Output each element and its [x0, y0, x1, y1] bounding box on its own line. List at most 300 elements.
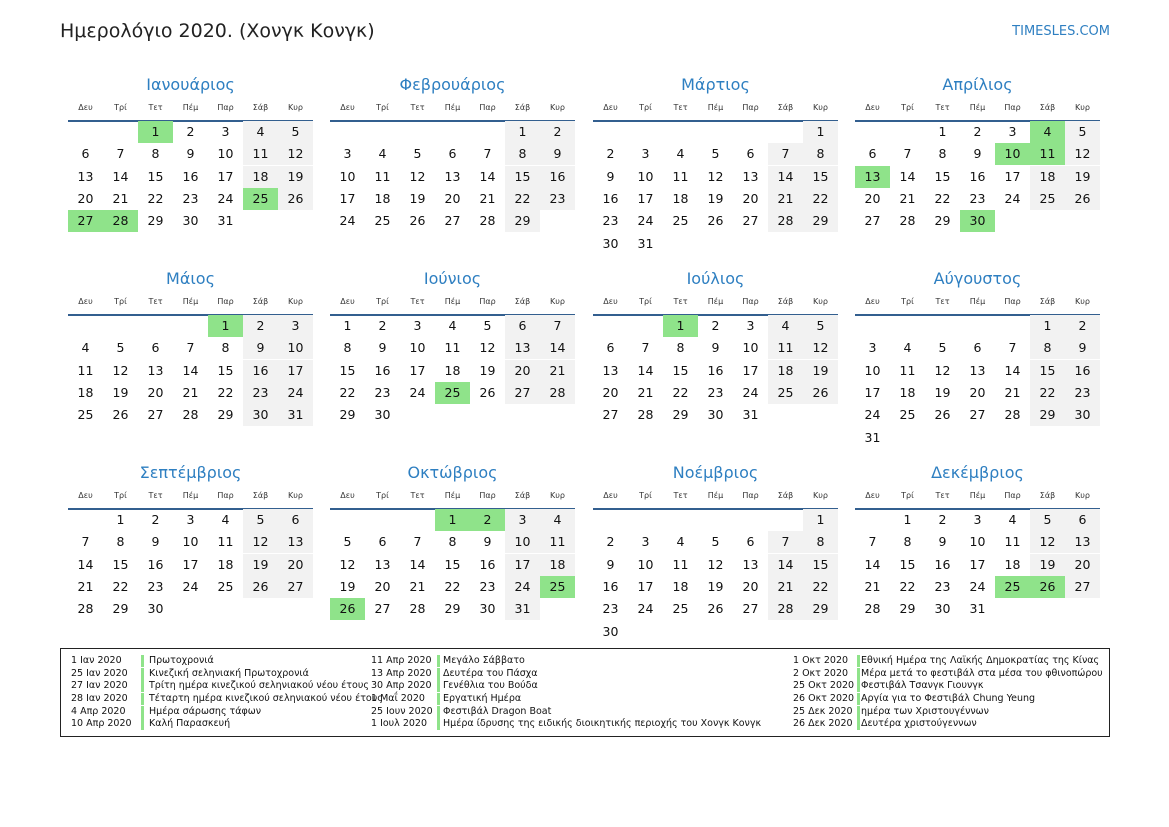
holiday-name: Πρωτοχρονιά	[149, 655, 214, 666]
day-cell: 16	[540, 166, 575, 188]
day-cell: 17	[505, 554, 540, 576]
day-cell: 23	[1065, 382, 1100, 404]
holiday-marker	[141, 693, 144, 705]
day-cell: 27	[278, 576, 313, 598]
day-cell: 3	[413, 318, 422, 333]
weekday-header	[68, 297, 313, 311]
day-cell: 11	[77, 362, 94, 378]
day-cell: 14	[768, 166, 803, 188]
holiday-name: Γενέθλια του Βούδα	[443, 680, 538, 692]
weekday-label: Σάβ	[1039, 297, 1056, 306]
day-cell: 17	[864, 384, 881, 400]
day-cell: 24	[637, 601, 654, 617]
weekday-label: Παρ	[217, 491, 234, 500]
weekday-label: Δευ	[865, 491, 880, 500]
weekday-label: Σάβ	[252, 297, 269, 306]
day-cell: 27	[505, 382, 540, 404]
day-cell: 29	[505, 210, 540, 232]
day-cell: 29	[444, 601, 461, 617]
month-name: Ιανουάριος	[146, 75, 235, 94]
weekday-header	[68, 491, 313, 505]
day-cell: 22	[899, 578, 916, 594]
holiday-name: Δευτέρα χριστούγεννων	[861, 718, 977, 730]
month-name: Νοέμβριος	[672, 463, 759, 482]
month-name: Φεβρουάριος	[399, 75, 506, 94]
day-cell: 9	[540, 143, 575, 165]
day-cell: 6	[81, 146, 90, 162]
day-cell: 4	[448, 318, 457, 333]
weekday-header	[593, 103, 838, 117]
day-cell: 8	[448, 534, 457, 550]
month-name: Οκτώβριος	[407, 463, 498, 482]
day-cell: 29	[672, 407, 689, 423]
day-cell: 12	[1030, 531, 1065, 553]
day-cell: 18	[243, 166, 278, 188]
day-cell: 18	[672, 578, 689, 594]
weekday-label: Πέμ	[182, 297, 199, 306]
day-cell: 17	[409, 362, 426, 378]
holiday-marker	[857, 718, 860, 730]
day-cell: 10	[742, 340, 759, 356]
day-cell: 23	[540, 188, 575, 210]
weekday-label: Τετ	[148, 297, 163, 306]
day-cell: 7	[186, 340, 195, 356]
day-cell: 7	[768, 143, 803, 165]
month-name: Μάρτιος	[681, 75, 750, 94]
weekday-label: Παρ	[742, 103, 759, 112]
day-cell: 3	[278, 315, 313, 337]
weekday-label: Πέμ	[969, 297, 986, 306]
weekday-label: Παρ	[479, 103, 496, 112]
weekday-label: Σάβ	[1039, 491, 1056, 500]
day-cell: 22	[672, 384, 689, 400]
holiday-date: 25 Δεκ 2020	[793, 705, 853, 717]
weekday-label: Τετ	[935, 491, 950, 500]
day-cell: 1	[116, 512, 125, 527]
weekday-label: Τρί	[901, 491, 914, 500]
day-cell: 4	[676, 534, 685, 550]
day-cell: 23	[707, 384, 724, 400]
holiday-day-cell: 25	[540, 576, 575, 598]
day-cell: 16	[1065, 360, 1100, 382]
weekday-label: Παρ	[1004, 297, 1021, 306]
day-cell: 12	[339, 556, 356, 572]
day-cell: 11	[217, 534, 234, 550]
day-cell: 30	[243, 404, 278, 426]
day-cell: 9	[186, 146, 195, 162]
day-cell: 6	[746, 534, 755, 550]
weekday-label: Πέμ	[444, 491, 461, 500]
day-cell: 20	[147, 384, 164, 400]
weekday-label: Πέμ	[707, 103, 724, 112]
day-cell: 10	[637, 556, 654, 572]
day-cell: 18	[768, 360, 803, 382]
day-cell: 24	[742, 384, 759, 400]
day-cell: 7	[540, 315, 575, 337]
weekday-label: Παρ	[1004, 491, 1021, 500]
weekday-label: Σάβ	[514, 297, 531, 306]
day-cell: 2	[711, 318, 720, 333]
day-cell: 13	[969, 362, 986, 378]
day-cell: 9	[606, 556, 615, 572]
holiday-day-cell: 26	[330, 598, 365, 620]
day-cell: 19	[1065, 166, 1100, 188]
day-cell: 26	[707, 213, 724, 229]
weekday-label: Σάβ	[1039, 103, 1056, 112]
holiday-date: 1 Μαΐ 2020	[371, 693, 425, 705]
day-cell: 20	[1065, 554, 1100, 576]
weekday-label: Τρί	[901, 297, 914, 306]
weekday-label: Κυρ	[550, 103, 565, 112]
day-cell: 31	[637, 235, 654, 251]
day-cell: 19	[479, 362, 496, 378]
day-cell: 12	[243, 531, 278, 553]
holiday-marker	[857, 680, 860, 692]
day-cell: 9	[378, 340, 387, 356]
day-cell: 8	[1030, 337, 1065, 359]
day-cell: 31	[969, 601, 986, 617]
month-name: Σεπτέμβριος	[139, 463, 242, 482]
holiday-date: 25 Ιουν 2020	[371, 705, 433, 717]
day-cell: 16	[707, 362, 724, 378]
day-cell: 31	[505, 598, 540, 620]
day-cell: 14	[182, 362, 199, 378]
day-cell: 9	[151, 534, 160, 550]
weekday-label: Δευ	[78, 103, 93, 112]
day-cell: 22	[803, 576, 838, 598]
day-cell: 11	[374, 168, 391, 184]
day-cell: 4	[676, 146, 685, 162]
holiday-name: Φεστιβάλ Τσανγκ Γιουνγκ	[861, 680, 984, 692]
weekday-label: Σάβ	[777, 103, 794, 112]
day-cell: 2	[243, 315, 278, 337]
day-cell: 7	[116, 146, 125, 162]
day-cell: 2	[151, 512, 160, 527]
day-cell: 17	[637, 190, 654, 206]
day-cell: 27	[147, 407, 164, 423]
day-cell: 10	[864, 362, 881, 378]
holiday-marker	[857, 693, 860, 705]
weekday-label: Δευ	[603, 297, 618, 306]
day-cell: 3	[343, 146, 352, 162]
day-cell: 24	[505, 576, 540, 598]
day-cell: 19	[1030, 554, 1065, 576]
day-cell: 29	[934, 213, 951, 229]
day-cell: 21	[182, 384, 199, 400]
holiday-date: 30 Απρ 2020	[371, 680, 432, 692]
day-cell: 3	[221, 124, 230, 139]
day-cell: 24	[182, 578, 199, 594]
holiday-day-cell: 4	[1030, 121, 1065, 143]
weekday-label: Κυρ	[813, 297, 828, 306]
day-cell: 11	[768, 337, 803, 359]
day-cell: 21	[768, 576, 803, 598]
day-cell: 18	[217, 556, 234, 572]
day-cell: 15	[672, 362, 689, 378]
day-cell: 4	[1008, 512, 1017, 527]
month-divider	[593, 120, 838, 122]
day-cell: 27	[969, 407, 986, 423]
day-cell: 5	[483, 318, 492, 333]
weekday-label: Παρ	[1004, 103, 1021, 112]
day-cell: 16	[243, 360, 278, 382]
day-cell: 14	[864, 556, 881, 572]
day-cell: 18	[672, 190, 689, 206]
day-cell: 28	[479, 213, 496, 229]
day-cell: 18	[540, 554, 575, 576]
weekday-label: Τρί	[114, 491, 127, 500]
day-cell: 19	[707, 578, 724, 594]
holiday-name: Φεστιβάλ Dragon Boat	[443, 705, 552, 717]
holiday-name: Ημέρα ίδρυσης της ειδικής διοικητικής περιοχής του Χονγκ Κονγκ	[443, 718, 762, 730]
weekday-header	[855, 103, 1100, 117]
day-cell: 18	[444, 362, 461, 378]
day-cell: 25	[672, 601, 689, 617]
day-cell: 31	[742, 407, 759, 423]
day-cell: 22	[444, 578, 461, 594]
day-cell: 25	[672, 213, 689, 229]
weekday-label: Τρί	[376, 491, 389, 500]
weekday-label: Παρ	[217, 297, 234, 306]
holiday-marker	[437, 655, 440, 667]
weekday-label: Τετ	[935, 297, 950, 306]
weekday-label: Τετ	[673, 491, 688, 500]
day-cell: 8	[151, 146, 160, 162]
weekday-label: Τετ	[410, 103, 425, 112]
day-cell: 2	[606, 534, 615, 550]
weekday-header	[330, 297, 575, 311]
holiday-day-cell: 2	[470, 509, 505, 531]
day-cell: 2	[186, 124, 195, 139]
day-cell: 22	[803, 188, 838, 210]
day-cell: 5	[278, 121, 313, 143]
day-cell: 20	[278, 554, 313, 576]
month-name: Μάιος	[166, 269, 215, 288]
day-cell: 19	[409, 190, 426, 206]
day-cell: 14	[409, 556, 426, 572]
day-cell: 21	[864, 578, 881, 594]
day-cell: 17	[217, 168, 234, 184]
day-cell: 27	[444, 213, 461, 229]
day-cell: 10	[182, 534, 199, 550]
day-cell: 4	[903, 340, 912, 356]
holiday-marker	[437, 706, 440, 718]
weekday-label: Πέμ	[969, 491, 986, 500]
day-cell: 12	[707, 168, 724, 184]
day-cell: 13	[505, 337, 540, 359]
day-cell: 14	[637, 362, 654, 378]
day-cell: 26	[1065, 188, 1100, 210]
holiday-marker	[437, 680, 440, 692]
weekday-header	[330, 103, 575, 117]
day-cell: 1	[938, 124, 947, 139]
day-cell: 25	[1030, 188, 1065, 210]
day-cell: 14	[479, 168, 496, 184]
holiday-name: Τέταρτη ημέρα κινεζικού σεληνιακού νέου έτους	[149, 693, 383, 705]
day-cell: 13	[147, 362, 164, 378]
day-cell: 12	[479, 340, 496, 356]
weekday-label: Παρ	[479, 491, 496, 500]
day-cell: 23	[602, 213, 619, 229]
day-cell: 21	[112, 190, 129, 206]
day-cell: 13	[444, 168, 461, 184]
day-cell: 23	[934, 578, 951, 594]
day-cell: 11	[1004, 534, 1021, 550]
brand-link[interactable]: TIMESLES.COM	[1012, 24, 1110, 39]
day-cell: 16	[934, 556, 951, 572]
day-cell: 13	[742, 556, 759, 572]
weekday-header	[330, 491, 575, 505]
day-cell: 24	[409, 384, 426, 400]
holiday-date: 25 Οκτ 2020	[793, 680, 855, 692]
day-cell: 30	[602, 235, 619, 251]
day-cell: 23	[182, 190, 199, 206]
holiday-marker	[437, 693, 440, 705]
holiday-day-cell: 10	[995, 143, 1030, 165]
day-cell: 20	[742, 190, 759, 206]
weekday-label: Τετ	[148, 103, 163, 112]
day-cell: 25	[899, 407, 916, 423]
holiday-day-cell: 25	[995, 576, 1030, 598]
day-cell: 14	[899, 168, 916, 184]
day-cell: 13	[602, 362, 619, 378]
day-cell: 4	[378, 146, 387, 162]
holiday-day-cell: 26	[1030, 576, 1065, 598]
month-name: Ιούνιος	[423, 269, 482, 288]
day-cell: 27	[742, 601, 759, 617]
day-cell: 14	[768, 554, 803, 576]
day-cell: 17	[182, 556, 199, 572]
day-cell: 8	[505, 143, 540, 165]
day-cell: 26	[243, 576, 278, 598]
month-name: Δεκέμβριος	[931, 463, 1024, 482]
day-cell: 31	[278, 404, 313, 426]
day-cell: 15	[803, 166, 838, 188]
day-cell: 21	[77, 578, 94, 594]
day-cell: 13	[77, 168, 94, 184]
day-cell: 5	[938, 340, 947, 356]
day-cell: 15	[339, 362, 356, 378]
holiday-marker	[141, 668, 144, 680]
day-cell: 26	[112, 407, 129, 423]
weekday-label: Κυρ	[288, 297, 303, 306]
holiday-marker	[857, 655, 860, 667]
page-title: Ημερολόγιο 2020. (Χονγκ Κονγκ)	[60, 20, 375, 42]
day-cell: 22	[112, 578, 129, 594]
day-cell: 2	[973, 124, 982, 139]
day-cell: 20	[444, 190, 461, 206]
day-cell: 11	[243, 143, 278, 165]
month-divider	[593, 508, 838, 510]
weekday-label: Τρί	[114, 297, 127, 306]
day-cell: 12	[934, 362, 951, 378]
day-cell: 23	[602, 601, 619, 617]
day-cell: 1	[343, 318, 352, 333]
day-cell: 19	[803, 360, 838, 382]
day-cell: 20	[77, 190, 94, 206]
day-cell: 10	[637, 168, 654, 184]
day-cell: 3	[505, 509, 540, 531]
day-cell: 12	[112, 362, 129, 378]
day-cell: 17	[742, 362, 759, 378]
day-cell: 4	[768, 315, 803, 337]
day-cell: 7	[903, 146, 912, 162]
day-cell: 17	[637, 578, 654, 594]
day-cell: 31	[864, 429, 881, 445]
weekday-label: Δευ	[340, 103, 355, 112]
day-cell: 4	[81, 340, 90, 356]
day-cell: 6	[378, 534, 387, 550]
day-cell: 24	[637, 213, 654, 229]
holiday-day-cell: 28	[103, 210, 138, 232]
day-cell: 28	[768, 598, 803, 620]
holiday-name: Ημέρα σάρωσης τάφων	[149, 705, 262, 717]
day-cell: 28	[540, 382, 575, 404]
weekday-header	[593, 297, 838, 311]
weekday-label: Πέμ	[707, 297, 724, 306]
weekday-label: Παρ	[479, 297, 496, 306]
day-cell: 28	[864, 601, 881, 617]
day-cell: 22	[1030, 382, 1065, 404]
day-cell: 3	[973, 512, 982, 527]
day-cell: 2	[606, 146, 615, 162]
weekday-label: Τρί	[376, 103, 389, 112]
day-cell: 18	[77, 384, 94, 400]
month-name: Ιούλιος	[686, 269, 745, 288]
holiday-date: 10 Απρ 2020	[71, 718, 132, 730]
holiday-date: 11 Απρ 2020	[371, 655, 432, 666]
day-cell: 11	[672, 168, 689, 184]
day-cell: 25	[768, 382, 803, 404]
day-cell: 15	[803, 554, 838, 576]
day-cell: 21	[637, 384, 654, 400]
day-cell: 2	[540, 121, 575, 143]
holiday-date: 28 Ιαν 2020	[71, 693, 128, 705]
weekday-label: Παρ	[217, 103, 234, 112]
day-cell: 8	[803, 143, 838, 165]
day-cell: 25	[217, 578, 234, 594]
day-cell: 18	[374, 190, 391, 206]
day-cell: 19	[243, 554, 278, 576]
day-cell: 19	[112, 384, 129, 400]
weekday-label: Κυρ	[550, 297, 565, 306]
day-cell: 10	[339, 168, 356, 184]
day-cell: 3	[186, 512, 195, 527]
holiday-name: Εργατική Ημέρα	[443, 693, 522, 705]
day-cell: 29	[899, 601, 916, 617]
day-cell: 18	[1030, 166, 1065, 188]
day-cell: 28	[768, 210, 803, 232]
day-cell: 20	[742, 578, 759, 594]
day-cell: 16	[374, 362, 391, 378]
day-cell: 12	[278, 143, 313, 165]
day-cell: 15	[112, 556, 129, 572]
day-cell: 6	[606, 340, 615, 356]
day-cell: 5	[116, 340, 125, 356]
day-cell: 7	[1008, 340, 1017, 356]
day-cell: 14	[540, 337, 575, 359]
day-cell: 12	[409, 168, 426, 184]
day-cell: 26	[803, 382, 838, 404]
day-cell: 23	[243, 382, 278, 404]
day-cell: 20	[602, 384, 619, 400]
day-cell: 8	[938, 146, 947, 162]
weekday-label: Δευ	[603, 103, 618, 112]
holiday-date: 25 Ιαν 2020	[71, 667, 128, 679]
day-cell: 11	[444, 340, 461, 356]
weekday-label: Σάβ	[514, 491, 531, 500]
day-cell: 24	[339, 213, 356, 229]
